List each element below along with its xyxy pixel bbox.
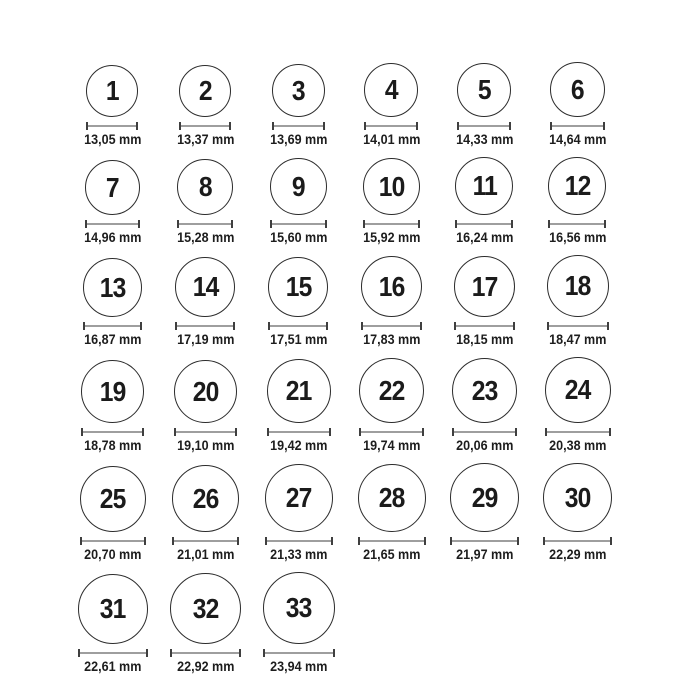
ring-size-number: 23	[471, 374, 498, 406]
ring-size-number: 1	[106, 75, 119, 106]
ring-size-cell	[82, 258, 144, 347]
measure-tick-right-icon	[604, 220, 606, 228]
measure-tick-right-icon	[233, 322, 235, 330]
ring-circle	[80, 466, 146, 532]
measure-line	[545, 540, 610, 542]
ring-circle	[86, 65, 138, 117]
ring-size-cell	[82, 160, 144, 245]
diameter-measure	[450, 537, 519, 545]
measure-line	[174, 540, 237, 542]
diameter-measure	[358, 537, 426, 545]
measure-line	[366, 125, 416, 127]
measure-tick-right-icon	[331, 537, 333, 545]
diameter-label: 21,33 mm	[269, 547, 328, 562]
measure-tick-right-icon	[329, 428, 331, 436]
measure-tick-right-icon	[231, 220, 233, 228]
measure-line	[361, 431, 422, 433]
ring-circle	[545, 357, 611, 423]
ring-size-cell	[81, 360, 144, 453]
measure-tick-right-icon	[333, 649, 335, 657]
measure-line	[365, 223, 418, 225]
diameter-label: 21,65 mm	[362, 547, 421, 562]
ring-size-cell	[268, 64, 330, 147]
diameter-label: 17,19 mm	[176, 332, 235, 347]
diameter-measure	[543, 537, 612, 545]
measure-line	[88, 125, 136, 127]
diameter-measure	[545, 428, 611, 436]
diameter-measure	[175, 322, 235, 330]
diameter-measure	[172, 537, 239, 545]
ring-circle	[177, 159, 233, 215]
measure-line	[83, 431, 142, 433]
ring-size-cell	[265, 464, 333, 562]
diameter-measure	[359, 428, 424, 436]
measure-line	[457, 223, 511, 225]
ring-circle	[452, 358, 517, 423]
diameter-label: 23,94 mm	[269, 659, 328, 674]
ring-circle	[457, 63, 511, 117]
diameter-measure	[177, 220, 233, 228]
ring-size-number: 26	[192, 482, 219, 514]
diameter-measure	[78, 649, 148, 657]
measure-line	[547, 431, 609, 433]
ring-size-cell	[361, 158, 423, 245]
ring-size-cell	[78, 574, 148, 674]
ring-size-number: 21	[285, 375, 312, 406]
ring-size-cell	[454, 157, 516, 245]
ring-size-number: 12	[564, 170, 591, 201]
ring-size-number: 2	[199, 75, 212, 106]
ring-size-number: 8	[199, 171, 212, 202]
measure-tick-right-icon	[609, 428, 611, 436]
measure-tick-right-icon	[509, 122, 511, 130]
diameter-measure	[454, 322, 515, 330]
ring-size-cell	[452, 358, 517, 453]
diameter-measure	[86, 122, 138, 130]
ring-size-cell	[170, 573, 241, 674]
ring-circle	[179, 65, 231, 117]
ring-circle	[550, 62, 605, 117]
ring-size-cell	[172, 465, 239, 562]
ring-circle	[454, 256, 515, 317]
measure-line	[459, 125, 509, 127]
ring-size-number: 9	[292, 170, 305, 202]
diameter-measure	[272, 122, 325, 130]
measure-tick-right-icon	[325, 220, 327, 228]
diameter-measure	[263, 649, 335, 657]
measure-tick-right-icon	[326, 322, 328, 330]
measure-tick-right-icon	[424, 537, 426, 545]
diameter-label: 18,78 mm	[83, 438, 142, 453]
diameter-label: 22,29 mm	[548, 547, 607, 562]
ring-size-cell	[547, 157, 609, 245]
measure-line	[85, 325, 140, 327]
ring-circle	[174, 360, 237, 423]
measure-line	[172, 652, 239, 654]
measure-tick-right-icon	[513, 322, 515, 330]
ring-size-number: 11	[472, 170, 497, 201]
diameter-label: 18,47 mm	[548, 332, 607, 347]
measure-tick-right-icon	[140, 322, 142, 330]
ring-circle	[175, 257, 235, 317]
diameter-label: 22,92 mm	[176, 659, 235, 674]
ring-size-cell	[268, 257, 330, 347]
measure-line	[176, 431, 235, 433]
diameter-label: 17,51 mm	[269, 332, 328, 347]
ring-size-cell	[358, 464, 426, 562]
diameter-label: 20,38 mm	[548, 438, 607, 453]
ring-size-cell	[359, 358, 424, 453]
ring-size-number: 30	[564, 481, 591, 513]
ring-size-cell	[545, 357, 611, 453]
diameter-measure	[170, 649, 241, 657]
diameter-label: 17,83 mm	[362, 332, 421, 347]
ring-circle	[455, 157, 513, 215]
diameter-measure	[267, 428, 331, 436]
ring-size-cell	[82, 65, 144, 147]
ring-circle	[548, 157, 606, 215]
measure-tick-right-icon	[603, 122, 605, 130]
ring-circle	[361, 256, 422, 317]
diameter-label: 14,01 mm	[362, 132, 421, 147]
measure-line	[87, 223, 138, 225]
ring-size-cell	[454, 63, 516, 147]
measure-line	[552, 125, 603, 127]
diameter-label: 22,61 mm	[83, 659, 142, 674]
measure-line	[270, 325, 326, 327]
ring-size-cell	[174, 360, 237, 453]
ring-size-number: 19	[99, 375, 126, 407]
diameter-measure	[80, 537, 146, 545]
diameter-measure	[457, 122, 511, 130]
measure-tick-right-icon	[422, 428, 424, 436]
ring-size-number: 13	[99, 271, 126, 303]
diameter-label: 21,97 mm	[455, 547, 514, 562]
diameter-label: 19,10 mm	[176, 438, 235, 453]
diameter-measure	[361, 322, 422, 330]
ring-circle	[268, 257, 328, 317]
diameter-label: 18,15 mm	[455, 332, 514, 347]
ring-size-number: 33	[285, 592, 312, 623]
ring-size-number: 28	[378, 482, 405, 513]
diameter-measure	[85, 220, 140, 228]
ring-circle	[547, 255, 609, 317]
measure-tick-right-icon	[136, 122, 138, 130]
diameter-measure	[179, 122, 231, 130]
diameter-label: 20,70 mm	[83, 547, 142, 562]
ring-size-number: 29	[471, 481, 498, 513]
diameter-label: 16,87 mm	[83, 332, 142, 347]
ring-size-number: 15	[285, 271, 312, 302]
measure-tick-right-icon	[237, 537, 239, 545]
diameter-label: 13,05 mm	[83, 132, 142, 147]
measure-tick-right-icon	[607, 322, 609, 330]
diameter-label: 19,74 mm	[362, 438, 421, 453]
ring-circle	[359, 358, 424, 423]
ring-circle	[267, 359, 331, 423]
measure-line	[456, 325, 513, 327]
ring-size-cell	[450, 463, 519, 562]
ring-size-number: 32	[192, 592, 219, 624]
ring-size-cell	[175, 159, 237, 245]
measure-line	[452, 540, 517, 542]
ring-size-cell	[267, 359, 331, 453]
diameter-label: 13,69 mm	[269, 132, 328, 147]
measure-line	[274, 125, 323, 127]
measure-tick-right-icon	[610, 537, 612, 545]
ring-size-number: 27	[285, 482, 312, 513]
diameter-label: 19,42 mm	[269, 438, 328, 453]
ring-circle	[363, 158, 420, 215]
diameter-label: 16,24 mm	[455, 230, 514, 245]
ring-size-cell	[547, 255, 609, 347]
ring-size-number: 17	[471, 270, 498, 302]
diameter-measure	[270, 220, 327, 228]
ring-size-number: 22	[378, 374, 405, 406]
ring-size-number: 5	[478, 74, 491, 105]
measure-tick-right-icon	[515, 428, 517, 436]
ring-circle	[358, 464, 426, 532]
ring-size-number: 10	[378, 170, 405, 202]
ring-circle	[170, 573, 241, 644]
diameter-measure	[174, 428, 237, 436]
measure-line	[550, 223, 604, 225]
ring-size-cell	[454, 256, 516, 347]
ring-circle	[81, 360, 144, 423]
diameter-label: 14,33 mm	[455, 132, 514, 147]
diameter-measure	[83, 322, 142, 330]
measure-line	[549, 325, 607, 327]
diameter-measure	[550, 122, 605, 130]
measure-tick-right-icon	[146, 649, 148, 657]
ring-circle	[364, 63, 418, 117]
ring-size-cell	[268, 158, 330, 245]
measure-line	[269, 431, 329, 433]
ring-circle	[172, 465, 239, 532]
measure-line	[177, 325, 233, 327]
ring-size-number: 4	[385, 74, 398, 105]
ring-size-number: 31	[99, 593, 126, 624]
ring-size-cell	[263, 572, 335, 674]
measure-tick-right-icon	[418, 220, 420, 228]
ring-circle	[265, 464, 333, 532]
ring-circle	[78, 574, 148, 644]
measure-line	[454, 431, 515, 433]
ring-size-number: 7	[106, 171, 119, 203]
measure-line	[363, 325, 420, 327]
measure-tick-right-icon	[517, 537, 519, 545]
ring-size-number: 14	[192, 271, 219, 302]
diameter-label: 13,37 mm	[176, 132, 235, 147]
diameter-measure	[364, 122, 418, 130]
ring-size-cell	[361, 63, 423, 147]
diameter-label: 20,06 mm	[455, 438, 514, 453]
ring-size-cell	[175, 65, 237, 147]
diameter-label: 14,64 mm	[548, 132, 607, 147]
ring-circle	[543, 463, 612, 532]
ring-circle	[272, 64, 325, 117]
measure-tick-right-icon	[420, 322, 422, 330]
measure-line	[267, 540, 331, 542]
measure-line	[82, 540, 144, 542]
diameter-label: 21,01 mm	[176, 547, 235, 562]
diameter-measure	[268, 322, 328, 330]
measure-tick-right-icon	[229, 122, 231, 130]
measure-line	[360, 540, 424, 542]
diameter-label: 15,92 mm	[362, 230, 421, 245]
diameter-measure	[363, 220, 420, 228]
diameter-measure	[81, 428, 144, 436]
ring-size-number: 24	[564, 374, 591, 405]
ring-size-number: 6	[571, 73, 584, 105]
measure-tick-right-icon	[142, 428, 144, 436]
measure-tick-right-icon	[138, 220, 140, 228]
measure-line	[272, 223, 325, 225]
ring-size-number: 16	[378, 270, 405, 302]
diameter-measure	[265, 537, 333, 545]
ring-size-number: 18	[564, 270, 591, 301]
diameter-label: 15,60 mm	[269, 230, 328, 245]
measure-tick-right-icon	[416, 122, 418, 130]
measure-tick-right-icon	[144, 537, 146, 545]
measure-line	[179, 223, 231, 225]
ring-size-number: 3	[292, 74, 305, 106]
ring-circle	[450, 463, 519, 532]
diameter-measure	[548, 220, 606, 228]
ring-circle	[270, 158, 327, 215]
ring-circle	[85, 160, 140, 215]
ring-size-cell	[547, 62, 609, 147]
measure-line	[80, 652, 146, 654]
diameter-measure	[455, 220, 513, 228]
ring-size-number: 25	[99, 483, 126, 514]
measure-line	[265, 652, 333, 654]
ring-circle	[83, 258, 142, 317]
diameter-label: 15,28 mm	[176, 230, 235, 245]
measure-line	[181, 125, 229, 127]
measure-tick-right-icon	[235, 428, 237, 436]
ring-size-cell	[543, 463, 612, 562]
measure-tick-right-icon	[511, 220, 513, 228]
ring-size-cell	[361, 256, 423, 347]
diameter-label: 14,96 mm	[83, 230, 142, 245]
diameter-label: 16,56 mm	[548, 230, 607, 245]
measure-tick-right-icon	[239, 649, 241, 657]
ring-size-number: 20	[192, 375, 219, 407]
diameter-measure	[452, 428, 517, 436]
ring-size-cell	[80, 466, 146, 562]
ring-size-cell	[175, 257, 237, 347]
ring-circle	[263, 572, 335, 644]
diameter-measure	[547, 322, 609, 330]
measure-tick-right-icon	[323, 122, 325, 130]
